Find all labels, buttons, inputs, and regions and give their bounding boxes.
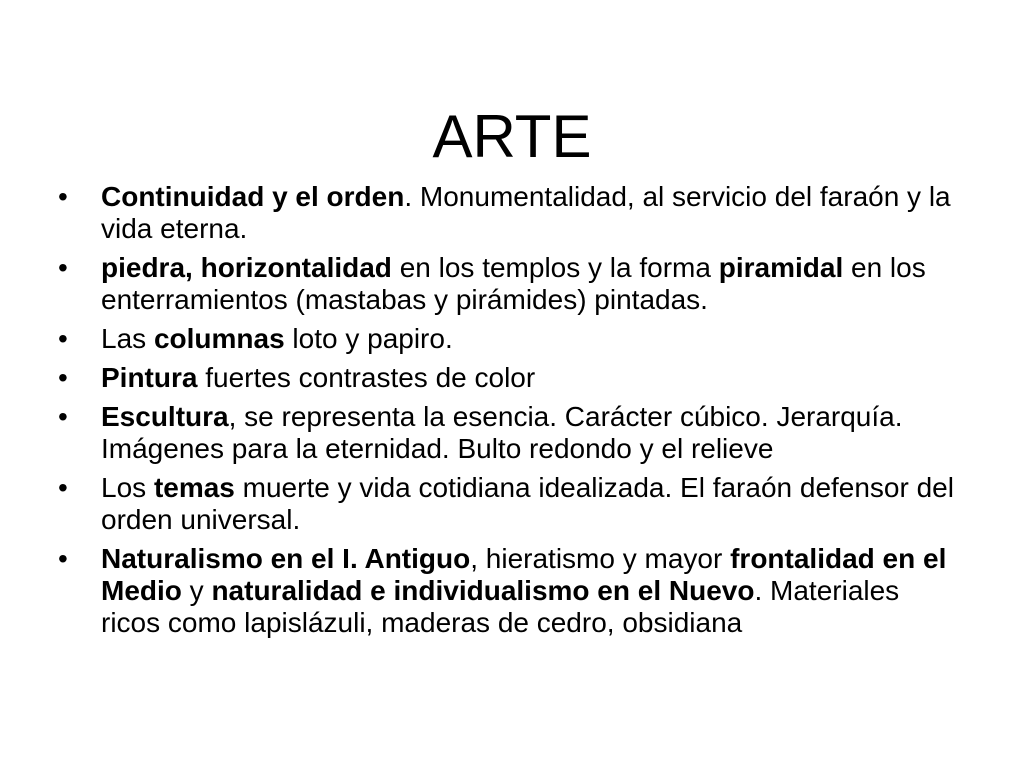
bullet-text: loto y papiro. [284,323,453,354]
bullet-text: fuertes contrastes de color [197,362,536,393]
bullet-text-bold: Continuidad y el orden [101,181,405,212]
bullet-item [58,472,958,536]
bullet-text: Las [101,323,154,354]
bullet-text-bold: piedra, horizontalidad [101,252,392,283]
bullet-text: . Materiales ricos como lapislázuli, maderas de cedro, obsidiana [101,575,900,638]
bullet-text: , hieratismo y mayor [470,543,731,574]
bullet-list [58,181,958,646]
bullet-marker: • [58,472,68,503]
bullet-item [58,323,958,355]
slide-title: ARTE [432,103,592,171]
bullet-text-bold: Pintura [101,362,198,393]
bullet-marker: • [58,323,68,354]
bullet-text-bold: Escultura [101,401,229,432]
bullet-text: muerte y vida cotidiana idealizada. El faraón defensor del orden universal. [101,472,954,535]
bullet-marker: • [58,401,68,432]
bullet-marker: • [58,181,68,212]
bullet-item [58,181,958,245]
bullet-item [58,401,958,465]
bullet-item [58,252,958,316]
bullet-text-bold: frontalidad en el Medio [101,543,947,606]
bullet-text: en los templos y la forma [391,252,719,283]
bullet-text: . Monumentalidad, al servicio del faraón y la vida eterna. [101,181,951,244]
bullet-item [58,543,958,639]
bullet-text-bold: temas [153,472,235,503]
bullet-text-bold: columnas [153,323,285,354]
bullet-marker: • [58,252,68,283]
bullet-item [58,362,958,394]
bullet-text-bold: naturalidad e individualismo en el Nuevo [211,575,755,606]
bullet-marker: • [58,543,68,574]
bullet-marker: • [58,362,68,393]
bullet-text-bold: Naturalismo en el I. Antiguo [101,543,471,574]
bullet-text: en los enterramientos (mastabas y pirámides) pintadas. [101,252,926,315]
bullet-text-bold: piramidal [718,252,844,283]
bullet-text: , se representa la esencia. Carácter cúbico. Jerarquía. Imágenes para la eternidad. Bulto redondo y el relieve [101,401,903,464]
bullet-text: y [181,575,212,606]
bullet-text: Los [101,472,154,503]
